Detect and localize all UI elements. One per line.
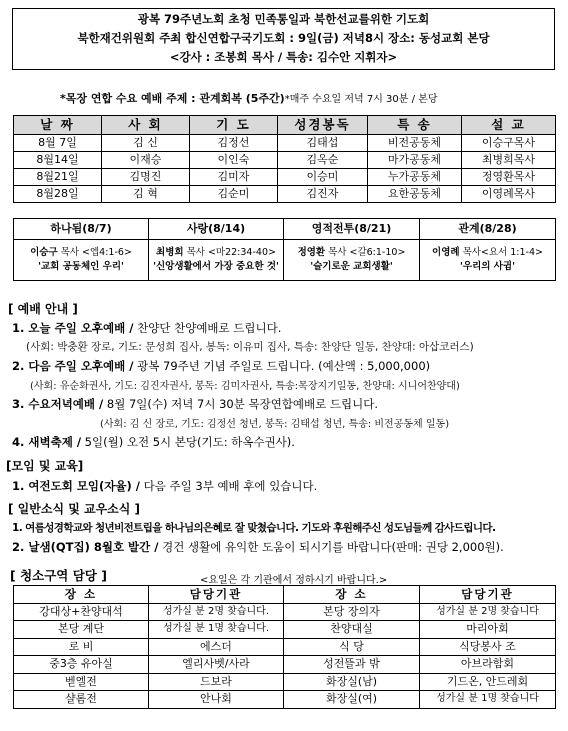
table-row [14,186,556,203]
sermon-series-table [13,218,556,281]
cell: 8월21일 [14,169,102,186]
item-label: 1. 여름성경학교와 청년비전트립을 하나님의은혜로 잘 맞쳤습니다. 기도와 후원해주신 성도님들께 감사드립니다. [12,522,496,534]
cell: 성가실 분 2명 찾습니다 [420,603,556,621]
cell: 8월28일 [14,186,102,203]
sermon-header-row [14,219,556,240]
cell: 에스더 [149,638,284,656]
sermon-cell [420,240,556,281]
col-group: 담당기관 [420,586,556,604]
worship-heading: [ 예배 안내 ] [8,302,78,316]
service-theme-title: *목장 연합 수요 예배 주제 : 관계회복 (5주간) [60,92,285,105]
meeting-item [12,478,317,494]
table-row [14,673,556,691]
banner-title: 광복 79주년노회 초청 민족통일과 북한선교를위한 기도회 [137,12,430,26]
cell: 김태섭 [278,135,368,152]
item-text: 경건 생활에 유익한 도움이 되시기를 바랍니다(판매: 권당 2,000원). [158,540,504,554]
col-prayer: 기 도 [190,116,278,135]
speaker-name: 이승구 [30,247,58,258]
table-row [14,603,556,621]
cell: 안나회 [149,691,284,709]
scripture-ref: 목사<요서 1:1-4> [459,247,543,258]
table-row [14,152,556,169]
news-item-1 [12,520,495,535]
cell: 이승미 [278,169,368,186]
table-row [14,135,556,152]
cell: 기드온, 안드레회 [420,673,556,691]
cell: 로 비 [14,638,149,656]
item-text: 다음 주일 3부 예배 후에 있습니다. [139,479,318,493]
worship-item-2-detail: (사회: 유순화권사, 기도: 김진자권사, 봉독: 김미자권사, 특송:목장지기일동, 찬양대: 시니어찬양대) [30,381,460,392]
table-row [14,638,556,656]
cell: 식 당 [284,638,420,656]
cell: 8월 7일 [14,135,102,152]
sermon-cell [14,240,149,281]
cell: 요한공동체 [368,186,462,203]
col-reading: 성경봉독 [278,116,368,135]
cell: 김명진 [102,169,190,186]
cell: 성전뜰과 밖 [284,656,420,674]
item-text: 광복 79주년 기념 주일로 드립니다. (예산액 : 5,000,000) [133,359,431,373]
sermon-theme: 사랑(8/14) [149,219,284,240]
cell: 마가공동체 [368,152,462,169]
cell: 김진자 [278,186,368,203]
table-row [14,621,556,639]
news-item-2 [12,539,504,555]
cell: 김 혁 [102,186,190,203]
worship-item-3-detail: (사회: 김 신 장로, 기도: 김정선 청년, 봉독: 김태섭 청년, 특송: 비전공동체 일동) [100,419,450,430]
cell: 본당 계단 [14,621,149,639]
col-date: 날 짜 [14,116,102,135]
col-sermon: 설 교 [462,116,556,135]
cell: 찬양대실 [284,621,420,639]
cell: 화장실(남) [284,673,420,691]
worship-item-1-detail: (사회: 박충환 장로, 기도: 문성희 집사, 봉독: 이유미 집사, 특송: 찬양단 일동, 찬양대: 아삽코러스) [26,341,474,353]
item-label: 2. 다음 주일 오후예배 / [12,359,134,373]
sermon-theme: 관계(8/28) [420,219,556,240]
col-group: 담당기관 [149,586,284,604]
sermon-cell [149,240,284,281]
schedule-table [13,115,556,203]
sermon-title: '슬기로운 교회생활' [310,261,393,272]
item-text: 찬양단 찬양예배로 드립니다. [133,321,282,335]
table-row [14,169,556,186]
cell: 김미자 [190,169,278,186]
cell: 이영례목사 [462,186,556,203]
speaker-name: 정영환 [297,247,326,258]
cell: 김 신 [102,135,190,152]
cell: 엘리사벳/사라 [149,656,284,674]
col-place: 장 소 [14,586,149,604]
sermon-theme: 하나됨(8/7) [14,219,149,240]
col-special-song: 특 송 [368,116,462,135]
sermon-title: '신앙생활에서 가장 중요한 것' [153,261,279,272]
worship-item-4 [12,434,295,450]
cleaning-note: <요일은 각 기관에서 정하시기 바랍니다.> [200,575,388,586]
item-label: 4. 새벽축제 / [12,435,82,449]
service-theme [60,90,437,106]
item-text: 8월 7일(수) 저녁 7시 30분 목장연합예배로 드립니다. [103,397,378,411]
cell: 김옥순 [278,152,368,169]
cell: 이인숙 [190,152,278,169]
table-row [14,691,556,709]
item-label: 3. 수요저녁예배 / [12,397,104,411]
cell: 드보라 [149,673,284,691]
scripture-ref: 목사 <갈6:1-10> [325,247,406,258]
sermon-detail-row [14,240,556,281]
worship-item-3 [12,396,378,412]
cell: 성가실 분 1명 찾습니다 [420,691,556,709]
cell: 식당봉사 조 [420,638,556,656]
cell: 김순미 [190,186,278,203]
col-host: 사 회 [102,116,190,135]
cell: 아브라함회 [420,656,556,674]
cell: 벧엘전 [14,673,149,691]
sermon-theme: 영적전투(8/21) [284,219,420,240]
banner-subtitle: 북한재건위원회 주최 합신연합구국기도회 : 9일(금) 저녁8시 장소: 동성교회 본당 [77,31,490,45]
scripture-ref: 목사 <마22:34-40> [183,247,276,258]
schedule-header-row [14,116,556,135]
cell: 성가실 분 2명 찾습니다. [149,603,284,621]
banner-speaker: <강사 : 조봉희 목사 / 특송: 김수안 지휘자> [169,50,398,64]
item-label: 2. 날샘(QT집) 8월호 발간 / [12,540,159,554]
cell: 본당 장의자 [284,603,420,621]
sermon-title: '우리의 사귐' [459,261,515,272]
cell: 김정선 [190,135,278,152]
cell: 비전공동체 [368,135,462,152]
item-label: 1. 오늘 주일 오후예배 / [12,321,134,335]
news-heading: [ 일반소식 및 교우소식 ] [8,502,141,516]
service-theme-note: *매주 수요일 저녁 7시 30분 / 본당 [284,94,438,105]
cell: 정영환목사 [462,169,556,186]
cleaning-header-row [14,586,556,604]
cell: 강대상+찬양대석 [14,603,149,621]
cell: 8월14일 [14,152,102,169]
cell: 이재승 [102,152,190,169]
scripture-ref: 목사 <엡4:1-6> [57,247,132,258]
cell: 화장실(여) [284,691,420,709]
worship-item-1 [12,320,281,336]
cleaning-heading: [ 청소구역 담당 ] [10,568,107,583]
table-row [14,656,556,674]
cell: 샬롬전 [14,691,149,709]
cell: 이승구목사 [462,135,556,152]
col-place: 장 소 [284,586,420,604]
worship-item-2 [12,358,430,374]
cell: 최병희목사 [462,152,556,169]
speaker-name: 이영례 [432,247,460,258]
item-label: 1. 여전도회 모임(자율) / [12,479,140,493]
meeting-heading: [모임 및 교육] [6,459,84,473]
item-text: 5일(월) 오전 5시 본당(기도: 하옥수권사). [81,435,295,449]
cell: 중3층 유아실 [14,656,149,674]
cell: 마리아회 [420,621,556,639]
cell: 성가실 분 1명 찾습니다. [149,621,284,639]
event-banner [12,8,555,70]
speaker-name: 최병희 [156,247,184,258]
sermon-cell [284,240,420,281]
sermon-title: '교회 공동체인 우리' [38,261,124,272]
cell: 누가공동체 [368,169,462,186]
cleaning-table [13,585,556,709]
